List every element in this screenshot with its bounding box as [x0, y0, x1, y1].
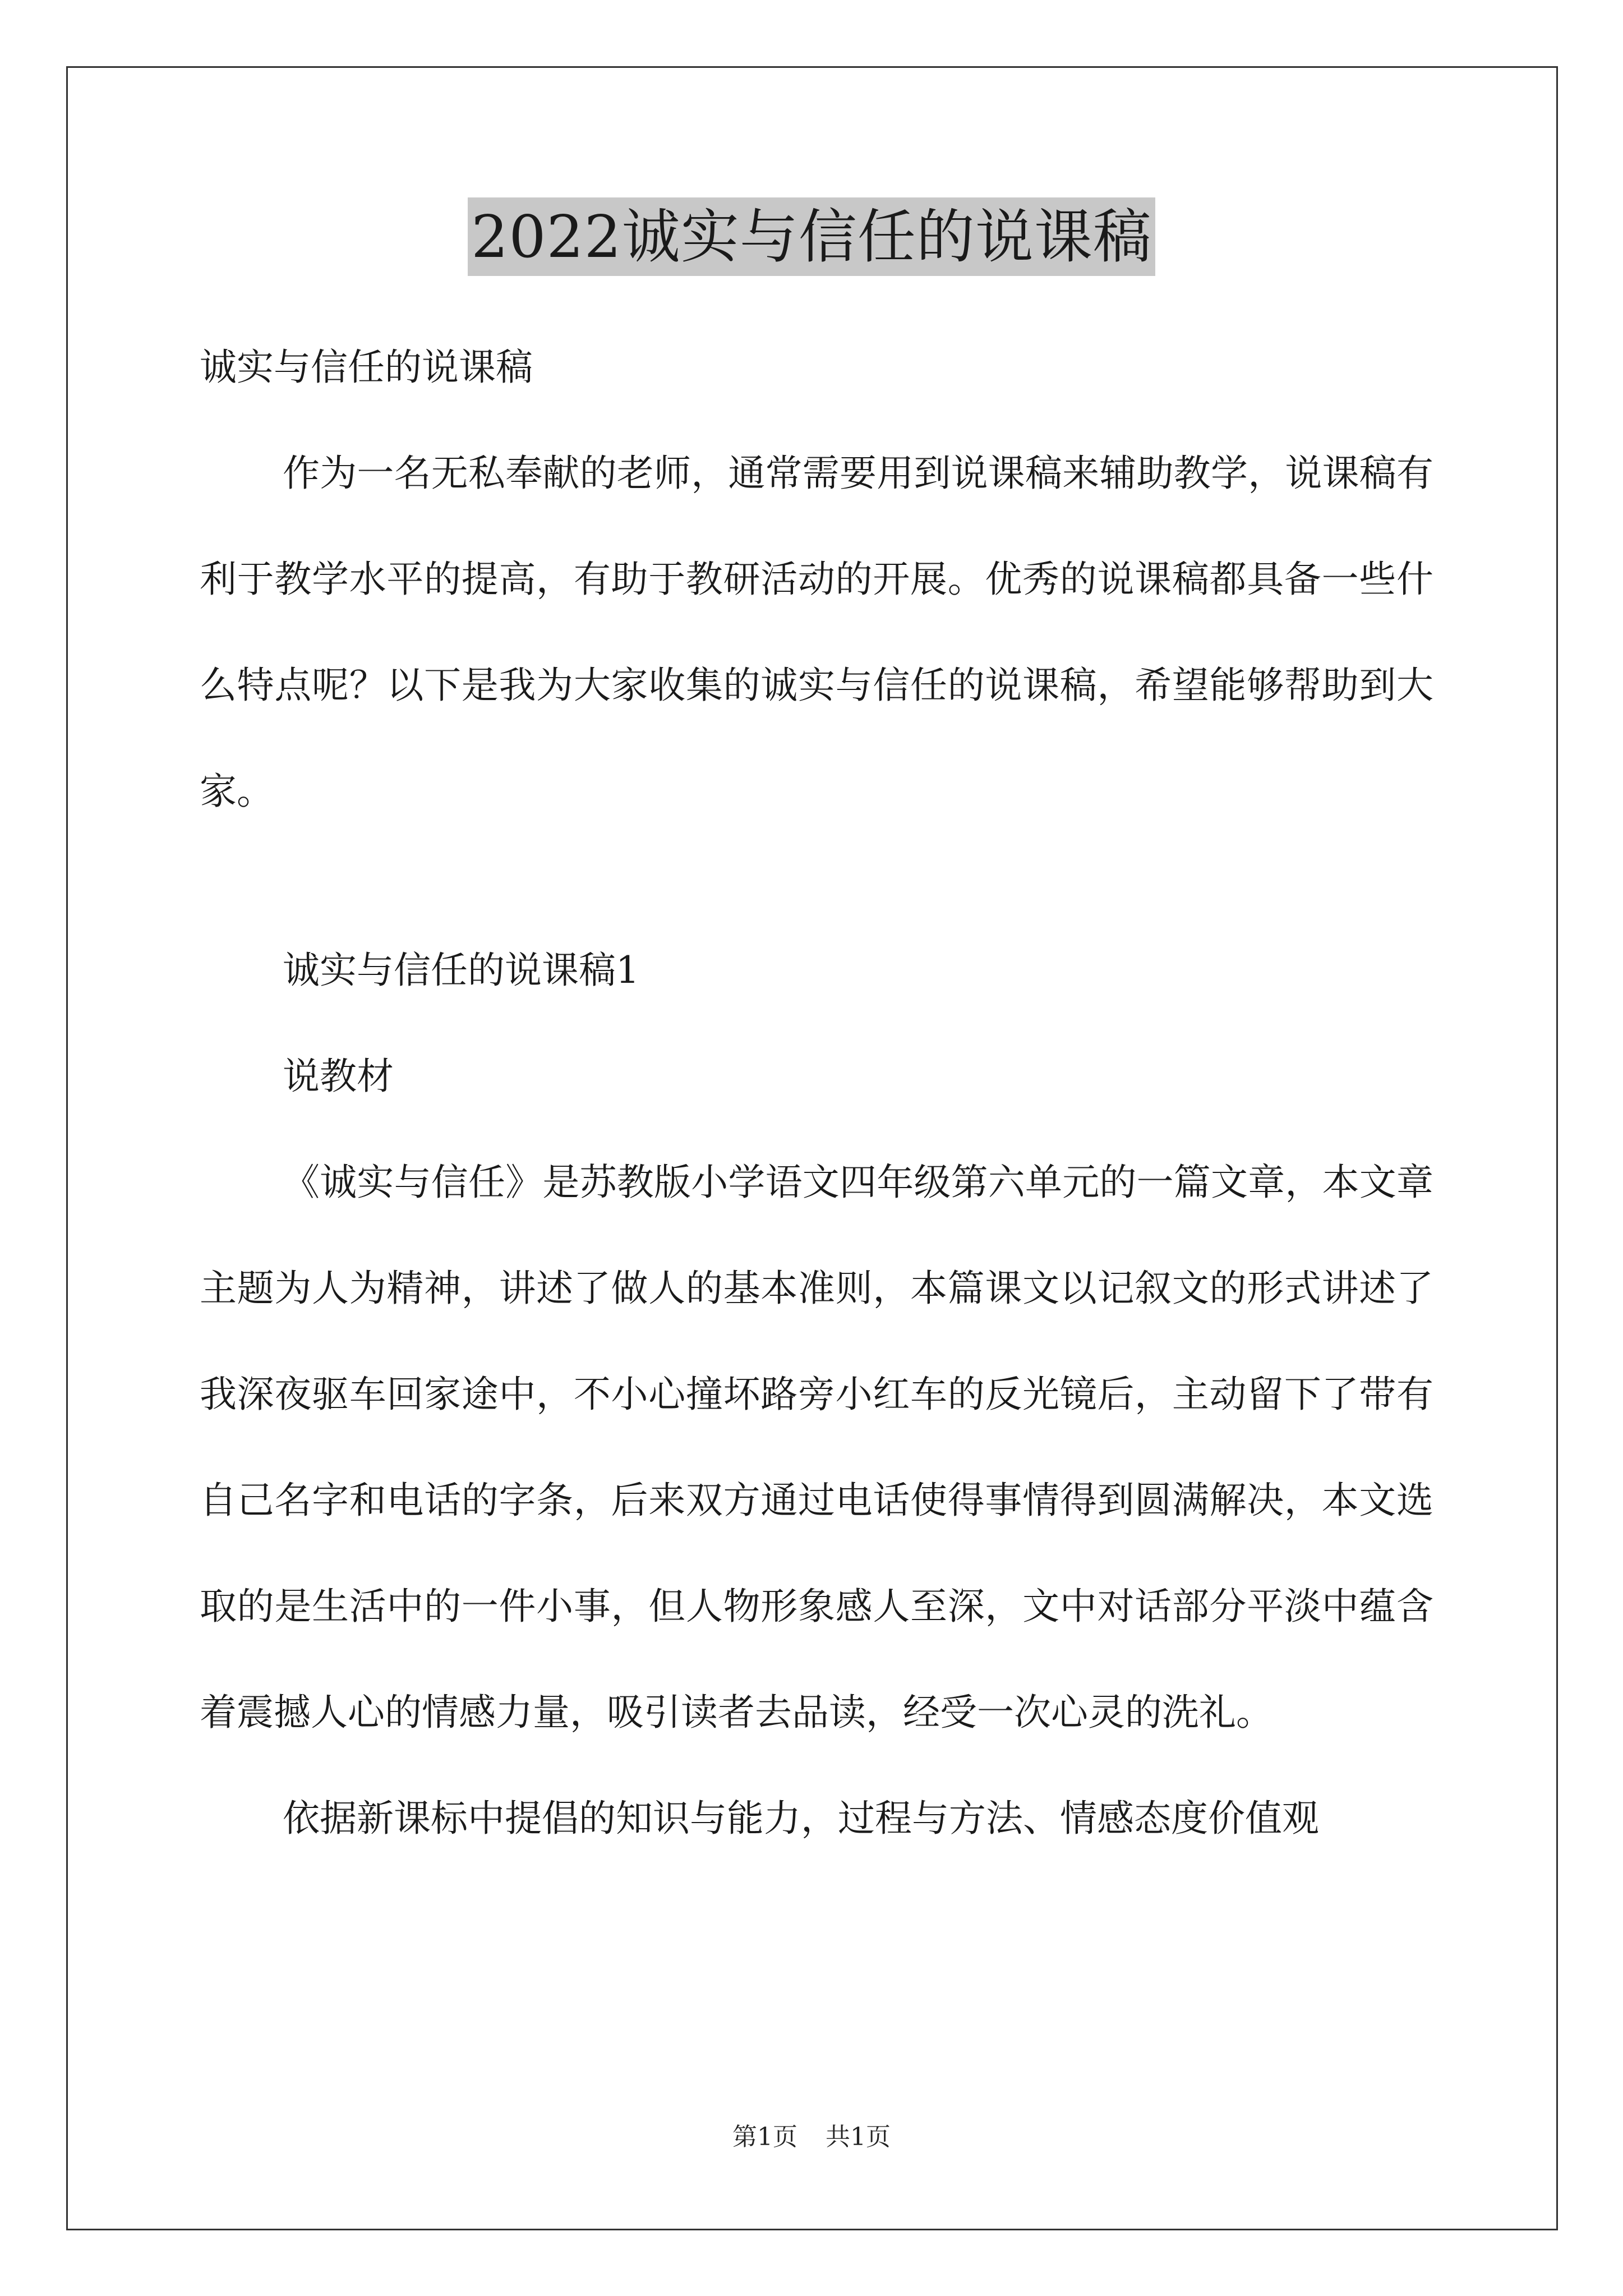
section-heading: 诚实与信任的说课稿1 [283, 949, 639, 992]
page-footer [0, 2120, 1623, 2154]
title-area [0, 197, 1623, 276]
intro-paragraph: 作为一名无私奉献的老师，通常需要用到说课稿来辅助教学，说课稿有利于教学水平的提高，有助于教研活动的开展。优秀的说课稿都具备一些什么特点呢？以下是我为大家收集的诚实与信任的说课稿，希望能够帮助到大家。 [200, 452, 1433, 813]
page-total: 共1页 [826, 2123, 891, 2151]
document-subtitle: 诚实与信任的说课稿 [200, 346, 533, 389]
document-body [200, 314, 1433, 1871]
body-paragraph-1: 《诚实与信任》是苏教版小学语文四年级第六单元的一篇文章，本文章主题为人为精神，讲述了做人的基本准则，本篇课文以记叙文的形式讲述了我深夜驱车回家途中，不小心撞坏路旁小红车的反光镜后，主动留下了带有自己名字和电话的字条，后来双方通过电话使得事情得到圆满解决，本文选取的是生活中的一件小事，但人物形象感人至深，文中对话部分平淡中蕴含着震撼人心的情感力量，吸引读者去品读，经受一次心灵的洗礼。 [200, 1161, 1433, 1734]
document-title: 2022诚实与信任的说课稿 [468, 197, 1155, 276]
body-paragraph-2: 依据新课标中提倡的知识与能力，过程与方法、情感态度价值观 [283, 1797, 1319, 1840]
section-gap [200, 844, 1433, 917]
page-number: 第1页 [732, 2123, 797, 2151]
sub-heading: 说教材 [283, 1055, 394, 1098]
